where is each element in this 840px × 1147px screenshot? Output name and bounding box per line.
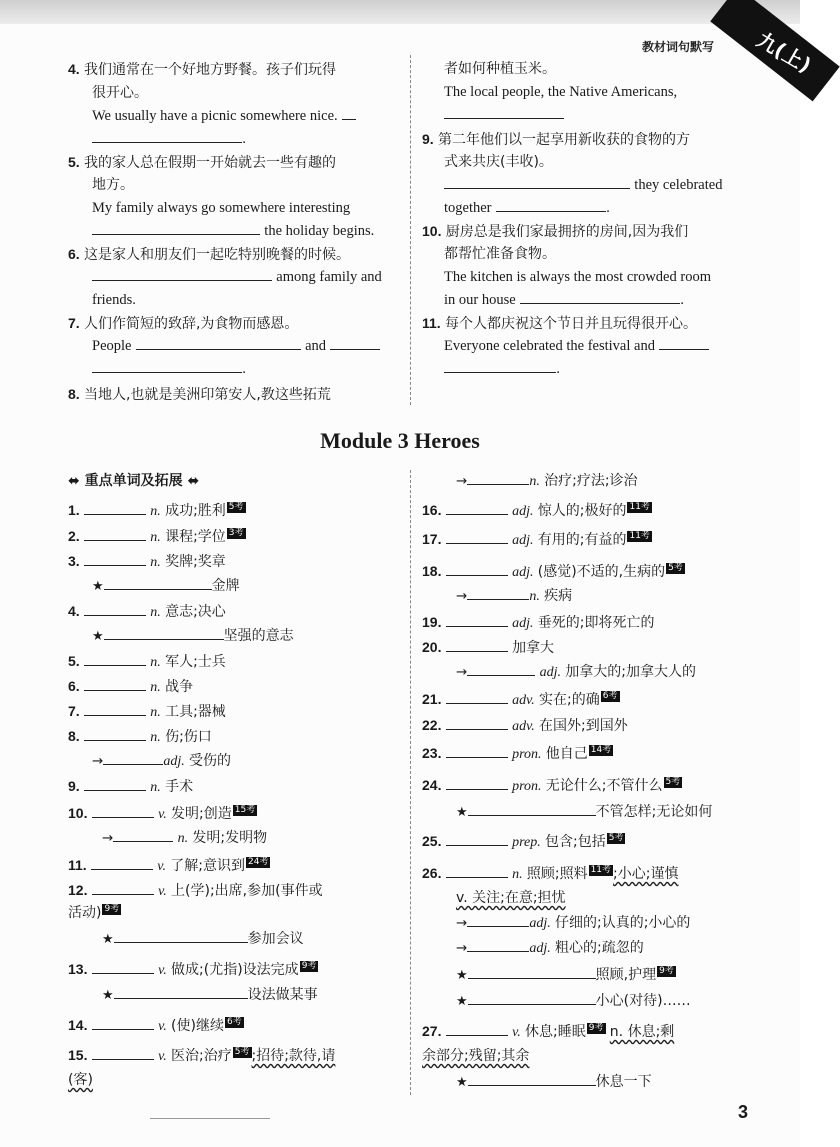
pos: prep. <box>512 835 541 850</box>
blank[interactable] <box>468 802 596 816</box>
vocab-number: 23. <box>422 745 442 761</box>
blank[interactable] <box>136 336 301 350</box>
extra-meaning: 发明;发明物 <box>192 830 268 846</box>
vocab-number: 18. <box>422 563 442 579</box>
meaning: 无论什么;不管什么 <box>545 778 663 794</box>
exam-badge: 6考 <box>226 1017 242 1027</box>
meaning: 成功;胜利 <box>165 503 226 519</box>
star-icon: ★ <box>456 968 468 983</box>
s6-cn: 这是家人和朋友们一起吃特别晚餐的时候。 <box>83 247 350 263</box>
item-number: 6. <box>68 246 80 262</box>
page-number: 3 <box>737 1102 748 1122</box>
pos: v. <box>158 1049 167 1064</box>
pos: adj. <box>512 616 534 631</box>
blank[interactable] <box>467 586 529 600</box>
blank[interactable] <box>84 777 146 791</box>
item-number: 11. <box>422 315 441 331</box>
s5-cn1: 我的家人总在假期一开始就去一些有趣的 <box>83 155 336 171</box>
grade-tab <box>710 0 840 101</box>
exam-badge: 9考 <box>301 961 317 971</box>
vocab-number: 25. <box>422 833 442 849</box>
star-icon: ★ <box>456 994 468 1009</box>
pos: n. <box>150 605 161 620</box>
vocab-number: 10. <box>68 805 88 821</box>
exam-badge: 9考 <box>588 1023 604 1033</box>
blank[interactable] <box>446 562 508 576</box>
s7-cn: 人们作简短的致辞,为食物而感恩。 <box>83 316 299 332</box>
blank[interactable] <box>92 267 272 281</box>
pos: n. <box>529 474 540 489</box>
blank[interactable] <box>92 804 154 818</box>
vocab-number: 3. <box>68 553 80 569</box>
blank[interactable] <box>103 751 163 765</box>
extra-meaning: 加拿大的;加拿大人的 <box>565 664 697 680</box>
meaning: 医治;治疗 <box>171 1048 232 1064</box>
pos: n. <box>512 867 523 882</box>
column-divider <box>410 470 411 1095</box>
item-number: 5. <box>68 154 80 170</box>
pos: v. <box>158 807 167 822</box>
s10-en1: The kitchen is always the most crowded room <box>444 269 711 285</box>
blank[interactable] <box>104 576 212 590</box>
exam-badge: 5考 <box>665 777 681 787</box>
meaning: 实在;的确 <box>539 692 600 708</box>
pos: pron. <box>512 779 542 794</box>
s8-cn: 当地人,也就是美洲印第安人,教这些拓荒 <box>83 387 331 403</box>
meaning: 照顾;照料 <box>526 866 588 882</box>
star-icon: ★ <box>456 1075 468 1090</box>
arrow-icon: → <box>102 830 114 846</box>
item-number: 10. <box>422 223 442 239</box>
blank[interactable] <box>114 985 248 999</box>
extra-meaning: 照顾,护理 <box>595 967 657 983</box>
vocab-number: 13. <box>68 961 88 977</box>
arrow-icon: → <box>456 940 468 956</box>
blank[interactable] <box>446 716 508 730</box>
s9-en2: together <box>444 200 492 216</box>
extra-meaning: 受伤的 <box>189 753 231 769</box>
blank[interactable] <box>444 359 556 373</box>
pos: adv. <box>512 693 535 708</box>
extra-meaning: 粗心的;疏忽的 <box>555 940 644 956</box>
exam-badge: 5考 <box>668 563 683 573</box>
extra-meaning: 疾病 <box>544 588 573 604</box>
meaning: 伤;伤口 <box>165 729 212 745</box>
vocab-number: 20. <box>422 639 442 655</box>
pos: v. <box>158 1019 167 1034</box>
arrow-icon: → <box>456 664 468 680</box>
blank[interactable] <box>467 471 529 485</box>
s5-en1: My family always go somewhere interesting <box>92 200 351 216</box>
footer-rule <box>150 1118 270 1119</box>
blank[interactable] <box>520 290 680 304</box>
star-icon: ★ <box>102 932 114 947</box>
meaning: (使)继续 <box>171 1018 224 1034</box>
blank[interactable] <box>467 938 529 952</box>
blank[interactable] <box>444 175 630 189</box>
blank[interactable] <box>342 106 356 120</box>
vocab-number: 5. <box>68 653 80 669</box>
vocab-number: 22. <box>422 717 442 733</box>
s6-en1: among family and <box>276 269 382 285</box>
exam-badge: 11考 <box>590 865 612 875</box>
exam-badge: 5考 <box>234 1047 250 1057</box>
vocab-number: 1. <box>68 502 80 518</box>
extra-meaning: 余部分;残留;其余 <box>422 1048 530 1064</box>
exam-badge: 24考 <box>248 857 269 867</box>
star-icon: ★ <box>92 629 104 644</box>
vocab-number: 11. <box>68 857 87 873</box>
exam-badge: 3考 <box>228 528 244 538</box>
arrow-icon: → <box>456 473 468 489</box>
extra-meaning: 仔细的;认真的;小心的 <box>555 915 691 931</box>
meaning: 奖牌;奖章 <box>165 554 226 570</box>
item-number: 4. <box>68 61 80 77</box>
exam-badge: 15考 <box>234 805 256 815</box>
vocab-number: 17. <box>422 531 442 547</box>
meaning: 包含;包括 <box>545 834 606 850</box>
s6-en2: friends. <box>92 292 136 308</box>
blank[interactable] <box>92 359 242 373</box>
exam-badge: 5考 <box>228 502 244 512</box>
vocab-number: 9. <box>68 778 80 794</box>
blank[interactable] <box>84 527 146 541</box>
blank[interactable] <box>84 501 146 515</box>
blank[interactable] <box>446 776 508 790</box>
blank[interactable] <box>496 198 606 212</box>
blank[interactable] <box>84 602 146 616</box>
vocab-number: 21. <box>422 691 442 707</box>
s4-cn1: 我们通常在一个好地方野餐。孩子们玩得 <box>83 62 336 78</box>
s9-cn2: 式来共庆(丰收)。 <box>444 154 553 170</box>
blank[interactable] <box>446 501 508 515</box>
s10-en2: in our house <box>444 292 516 308</box>
star-icon: ★ <box>102 988 114 1003</box>
blank[interactable] <box>446 638 508 652</box>
pos: adj. <box>512 565 534 580</box>
vocab-number: 7. <box>68 703 80 719</box>
vocab-number: 24. <box>422 777 442 793</box>
blank[interactable] <box>446 832 508 846</box>
meaning: 工具;器械 <box>165 704 226 720</box>
extra-meaning: 坚强的意志 <box>223 628 294 644</box>
header-label: 教材词句默写 <box>641 40 714 54</box>
section-heading: ⬌ 重点单词及拓展 ⬌ <box>68 473 200 489</box>
meaning: 课程;学位 <box>165 529 226 545</box>
pos: adv. <box>512 719 535 734</box>
exam-badge: 9考 <box>659 966 674 976</box>
blank[interactable] <box>446 864 508 878</box>
extra-meaning: 活动) <box>68 905 102 921</box>
blank[interactable] <box>467 913 529 927</box>
grade-tab-label: 九(上) <box>752 27 816 78</box>
s11-en: Everyone celebrated the festival and <box>444 338 655 354</box>
blank[interactable] <box>446 744 508 758</box>
s8-cn2: 者如何种植玉米。 <box>444 61 556 77</box>
blank[interactable] <box>104 626 224 640</box>
s7-en-b: and <box>305 338 326 354</box>
pos: n. <box>150 555 161 570</box>
vocab-number: 27. <box>422 1023 442 1039</box>
meaning: 在国外;到国外 <box>539 718 628 734</box>
blank[interactable] <box>468 991 596 1005</box>
pos: n. <box>150 530 161 545</box>
star-icon: ★ <box>456 805 468 820</box>
extra-meaning: ;小心;谨慎 <box>613 866 679 882</box>
meaning: 惊人的;极好的 <box>537 503 627 519</box>
meaning: 垂死的;即将死亡的 <box>537 615 655 631</box>
vocab-number: 14. <box>68 1017 88 1033</box>
arrow-icon: → <box>456 588 468 604</box>
vocab-number: 2. <box>68 528 80 544</box>
blank[interactable] <box>330 336 380 350</box>
blank[interactable] <box>92 960 154 974</box>
pos: n. <box>150 655 161 670</box>
meaning: 意志;决心 <box>165 604 226 620</box>
extra-meaning: ;招待;款待,请 <box>251 1048 336 1064</box>
s4-en: We usually have a picnic somewhere nice. <box>92 108 338 124</box>
pos: v. <box>158 884 167 899</box>
arrow-icon: → <box>456 915 468 931</box>
page: 教材词句默写 九(上) 4. 我们通常在一个好地方野餐。孩子们玩得 很开心。 We usually have a picnic somewhere nice. . 5. 我的家人总在假期一开始就去一些有趣的 地方。 My family always go somewhere interesting the holiday begins. 6. 这是家人和朋友们一起吃特别晚餐的时候。 among family and friends. 7. 人们作简短的致辞,为食物而感恩。 People and . 8. 当地人,也就是美洲印第安人,教这些拓荒 者如何种植玉米。 The local people, the Native Americans, 9. 第二年他们以一起享用新收获的食物的方 式来共庆(丰收)。 they celebrated together . 10. 厨房总是我们家最拥挤的房间,因为我们 都帮忙准备食物。 The kitchen is always the most crowded room in our house . 11. 每个人都庆祝这个节日并且玩得很开心。 Everyone celebrated the festival and . Module 3 Heroes ⬌ 重点单词及拓展 ⬌ 1. n. 成功;胜利 5考 2. n. 课程;学位 3考 3. n. 奖牌;奖章 ★ 金牌 4. n. 意志;决心 ★ 坚强的意志 5. n. 军人;士兵 6. n. 战争 7. n. 工具;器械 8. n. 伤;伤口 → adj. 受伤的 9. n. 手术 10. v. 发明;创造 15考 → n. 发明;发明物 11. v. 了解;意识到 24考 12. v. 上(学);出席,参加(事件或 活动) 9考 ★ 参加会议 13. v. 做成;(尤指)设法完成 9考 ★ 设法做某事 14. v. (使)继续 6考 15. v. 医治;治疗 5考 ;招待;款待,请 (客) → n. 治疗;疗法;诊治 16. adj. 惊人的;极好的 11考 17. adj. 有用的;有益的 11考 18. adj. (感觉)不适的,生病的 5考 → n. 疾病 19. adj. 垂死的;即将死亡的 20. 加拿大 → adj. 加拿大的;加拿大人的 21. adv. 实在;的确 6考 22. adv. 在国外;到国外 23. pron. 他自己 14考 24. pron. 无论什么;不管什么 5考 ★ 不管怎样;无论如何 25. prep. 包含;包括 5考 26. n. 照顾;照料 11考 ;小心;谨慎 v. 关注;在意;担忧 → adj. 仔细的;认真的;小心的 → adj. 粗心的;疏忽的 ★ 照顾,护理 9考 ★ 小心(对待)…… 27. v. 休息;睡眠 9考 n. 休息;剩 余部分;残留;其余 ★ 休息一下 3 <box>0 0 800 1147</box>
star-icon: ★ <box>92 579 104 594</box>
blank[interactable] <box>84 677 146 691</box>
s8-en: The local people, the Native Americans, <box>444 84 678 100</box>
meaning: 手术 <box>165 779 194 795</box>
pos: n. <box>150 730 161 745</box>
meaning: 了解;意识到 <box>170 858 245 874</box>
blank[interactable] <box>468 965 596 979</box>
blank[interactable] <box>92 881 154 895</box>
pos: adj. <box>512 504 534 519</box>
item-number: 7. <box>68 315 80 331</box>
s7-en-a: People <box>92 338 132 354</box>
meaning: 上(学);出席,参加(事件或 <box>171 883 323 899</box>
exam-badge: 11考 <box>629 531 650 541</box>
meaning: 休息;睡眠 <box>525 1024 586 1040</box>
vocab-number: 8. <box>68 728 80 744</box>
vocab-number: 4. <box>68 603 80 619</box>
blank[interactable] <box>114 929 248 943</box>
vocab-number: 26. <box>422 865 442 881</box>
extra-meaning: 休息一下 <box>595 1074 652 1090</box>
arrow-icon: → <box>92 753 104 769</box>
blank[interactable] <box>92 129 242 143</box>
blank[interactable] <box>91 856 153 870</box>
extra-meaning: (客) <box>68 1072 93 1088</box>
blank[interactable] <box>84 552 146 566</box>
blank[interactable] <box>444 105 564 119</box>
vocab-number: 6. <box>68 678 80 694</box>
blank[interactable] <box>446 530 508 544</box>
module-title: Module 3 Heroes <box>320 428 480 453</box>
exam-badge: 9考 <box>104 904 120 914</box>
exam-badge: 6考 <box>602 691 618 701</box>
pos: n. <box>150 705 161 720</box>
extra-meaning: 小心(对待)…… <box>595 993 691 1009</box>
s5-en2: the holiday begins. <box>264 223 375 239</box>
blank[interactable] <box>84 727 146 741</box>
meaning: 他自己 <box>545 746 588 762</box>
pos: n. <box>150 680 161 695</box>
blank[interactable] <box>113 828 173 842</box>
extra-meaning: 金牌 <box>211 578 240 594</box>
s4-cn2: 很开心。 <box>92 85 148 101</box>
pos: v. <box>157 859 166 874</box>
top-band <box>0 0 800 24</box>
s9-cn1: 第二年他们以一起享用新收获的食物的方 <box>437 132 690 148</box>
s10-cn2: 都帮忙准备食物。 <box>444 246 556 262</box>
s5-cn2: 地方。 <box>92 177 134 193</box>
s9-en1: they celebrated <box>634 177 723 193</box>
pos: pron. <box>512 747 542 762</box>
meaning: 发明;创造 <box>171 806 232 822</box>
meaning: 做成;(尤指)设法完成 <box>171 962 299 978</box>
vocab-number: 19. <box>422 614 442 630</box>
blank[interactable] <box>659 336 709 350</box>
vocab-number: 16. <box>422 502 442 518</box>
item-number: 8. <box>68 386 80 402</box>
pos: n. <box>150 504 161 519</box>
extra-meaning: n. 休息;剩 <box>609 1024 675 1040</box>
blank[interactable] <box>92 221 260 235</box>
extra-meaning: 治疗;疗法;诊治 <box>544 473 638 489</box>
column-divider <box>410 55 411 405</box>
section-title: 重点单词及拓展 <box>84 473 183 489</box>
s11-cn: 每个人都庆祝这个节日并且玩得很开心。 <box>445 316 697 332</box>
blank[interactable] <box>446 690 508 704</box>
extra-meaning: 参加会议 <box>247 931 304 947</box>
pos: v. <box>512 1025 521 1040</box>
pos: v. <box>158 963 167 978</box>
exam-badge: 5考 <box>608 833 624 843</box>
vocab-number: 15. <box>68 1047 88 1063</box>
meaning: 军人;士兵 <box>165 654 226 670</box>
meaning: 加拿大 <box>512 640 555 656</box>
item-number: 9. <box>422 131 434 147</box>
blank[interactable] <box>446 1022 508 1036</box>
meaning: 战争 <box>165 679 194 695</box>
pos: adj. <box>512 533 534 548</box>
blank[interactable] <box>92 1016 154 1030</box>
vocab-number: 12. <box>68 882 88 898</box>
blank[interactable] <box>92 1046 154 1060</box>
meaning: 有用的;有益的 <box>537 532 627 548</box>
meaning: (感觉)不适的,生病的 <box>537 564 666 580</box>
pos: n. <box>150 780 161 795</box>
blank[interactable] <box>84 652 146 666</box>
blank[interactable] <box>84 702 146 716</box>
exam-badge: 11考 <box>629 502 650 512</box>
s10-cn1: 厨房总是我们家最拥挤的房间,因为我们 <box>445 224 689 240</box>
extra-meaning: 不管怎样;无论如何 <box>595 804 713 820</box>
blank[interactable] <box>468 1072 596 1086</box>
blank[interactable] <box>467 662 535 676</box>
blank[interactable] <box>446 613 508 627</box>
exam-badge: 14考 <box>590 745 612 755</box>
extra-meaning: 设法做某事 <box>247 987 318 1003</box>
extra-meaning: v. 关注;在意;担忧 <box>456 890 566 906</box>
